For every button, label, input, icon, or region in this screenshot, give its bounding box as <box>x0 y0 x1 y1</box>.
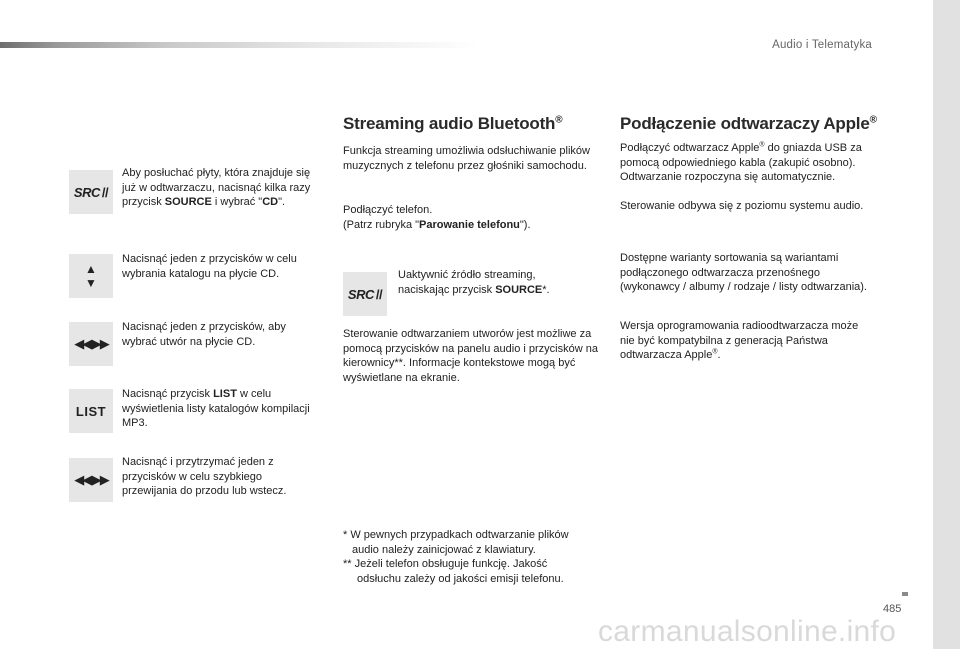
section-title: Audio i Telematyka <box>772 39 872 51</box>
apple-connect: Podłączyć odtwarzacz Apple® do gniazda USB za pomocą odpowiedniego kabla (zakupić osobno). Odtwarzanie rozpoczyna się automatycznie. <box>620 141 862 183</box>
page-side-band <box>933 0 960 649</box>
bluetooth-title: Streaming audio Bluetooth® <box>343 114 563 133</box>
track-select-instruction: Nacisnąć jeden z przycisków, aby wybrać utwór na płycie CD. <box>122 321 286 348</box>
bluetooth-activate: Uaktywnić źródło streaming, naciskając przycisk SOURCE*. <box>398 269 550 296</box>
folder-select-instruction: Nacisnąć jeden z przycisków w celu wybrania katalogu na płycie CD. <box>122 253 297 280</box>
bluetooth-connect: Podłączyć telefon. (Patrz rubryka "Parowanie telefonu"). <box>343 204 531 231</box>
apple-control: Sterowanie odbywa się z poziomu systemu audio. <box>620 200 864 212</box>
apple-title: Podłączenie odtwarzaczy Apple® <box>620 114 877 133</box>
prev-next-arrows-icon: ◀◀ ▶▶ <box>69 458 113 502</box>
list-instruction: Nacisnąć przycisk LIST w celu wyświetlenia listy katalogów kompilacji MP3. <box>122 388 310 429</box>
apple-sorting: Dostępne warianty sortowania są wariantami podłączonego odtwarzacza przenośnego (wykonawcy / albumy / rodzaje / listy odtwarzania). <box>620 252 867 293</box>
src-icon: SRC // <box>343 272 387 316</box>
apple-compatibility: Wersja oprogramowania radioodtwarzacza może nie być kompatybilna z generacją Państwa odtwarzacza Apple®. <box>620 320 859 361</box>
up-down-arrows-icon: ▲ ▼ <box>69 254 113 298</box>
bluetooth-intro: Funkcja streaming umożliwia odsłuchiwanie plików muzycznych z telefonu przez głośniki samochodu. <box>343 145 590 172</box>
fast-forward-instruction: Nacisnąć i przytrzymać jeden z przycisków w celu szybkiego przewijania do przodu lub wstecz. <box>122 456 287 497</box>
list-icon: LIST <box>69 389 113 433</box>
watermark: carmanualsonline.info <box>598 615 897 648</box>
prev-next-arrows-icon: ◀◀ ▶▶ <box>69 322 113 366</box>
bluetooth-controls: Sterowanie odtwarzaniem utworów jest możliwe za pomocą przycisków na panelu audio i przycisków na kierownicy**. Informacje kontekstowe mogą być wyświetlane na ekranie. <box>343 328 598 384</box>
cd-play-instruction: Aby posłuchać płyty, która znajduje się już w odtwarzaczu, nacisnąć kilka razy przycisk SOURCE i wybrać "CD". <box>122 167 311 208</box>
page-marker <box>902 592 908 596</box>
page-number: 485 <box>883 603 902 615</box>
src-icon: SRC // <box>69 170 113 214</box>
header-gradient-bar <box>0 42 480 48</box>
footnotes: * W pewnych przypadkach odtwarzanie plików audio należy zainicjować z klawiatury. ** Jeżeli telefon obsługuje funkcję. Jakość odsłuchu zależy od jakości emisji telefonu. <box>343 529 569 585</box>
